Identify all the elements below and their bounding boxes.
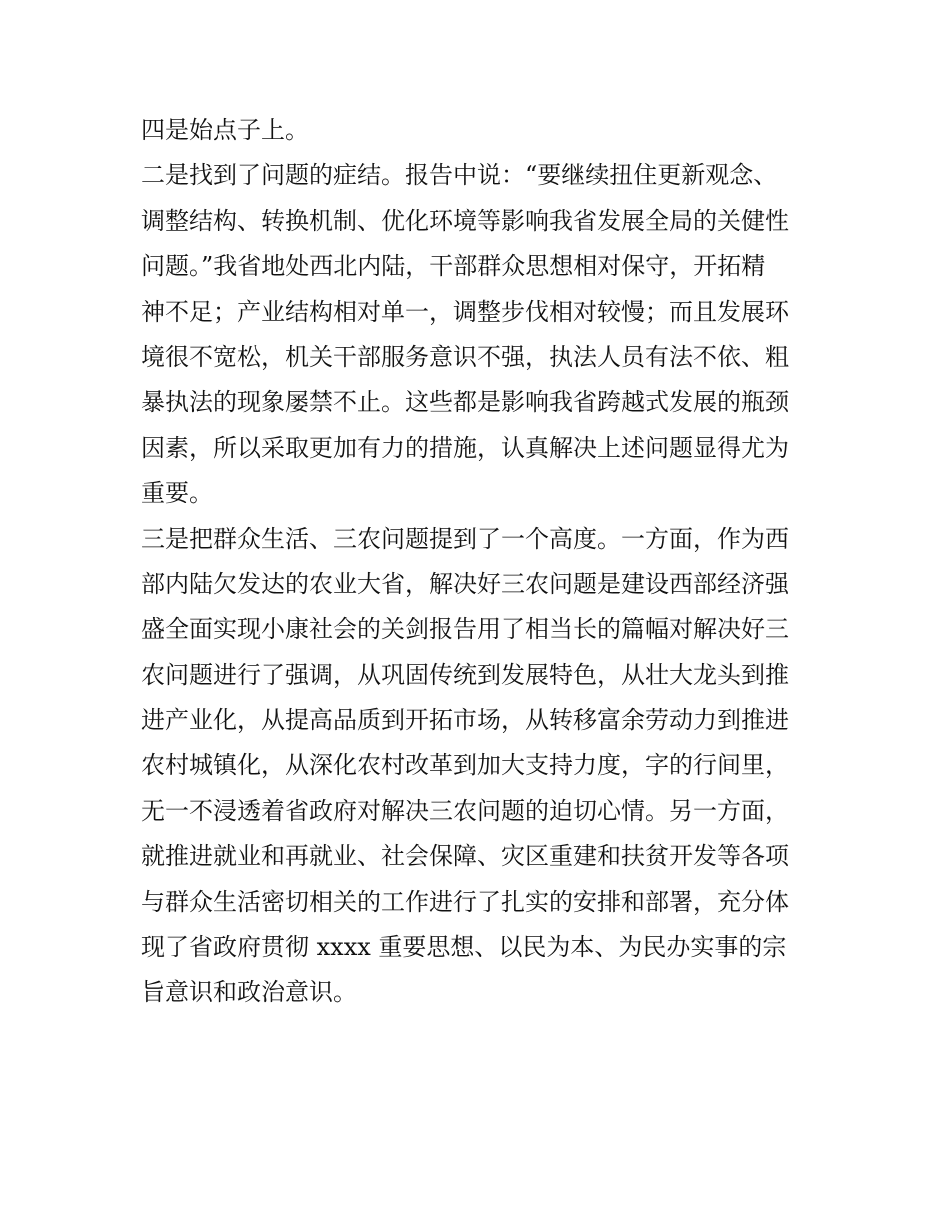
text-line: 旨意识和政治意识。 <box>141 978 357 1007</box>
text-line: 部内陆欠发达的农业大省，解决好三农问题是建设西部经济强 <box>141 569 789 598</box>
text-line: 境很不宽松，机关干部服务意识不强，执法人员有法不依、粗 <box>141 342 789 371</box>
text-line: 问题。”我省地处西北内陆，干部群众思想相对保守，开拓精 <box>141 252 766 281</box>
text-line: 神不足；产业结构相对单一，调整步伐相对较慢；而且发展环 <box>141 297 789 326</box>
text-line: 四是始点子上。 <box>141 116 309 144</box>
text-line: 进产业化，从提高品质到开拓市场，从转移富余劳动力到推进 <box>141 706 789 735</box>
text-line: 与群众生活密切相关的工作进行了扎实的安排和部署，充分体 <box>141 887 789 916</box>
text-line: 就推进就业和再就业、社会保障、灾区重建和扶贫开发等各项 <box>141 842 789 871</box>
text-line: 盛全面实现小康社会的关剑报告用了相当长的篇幅对解决好三 <box>141 615 789 644</box>
text-line: 农问题进行了强调，从巩固传统到发展特色，从壮大龙头到推 <box>141 660 789 689</box>
text-line: 二是找到了问题的症结。报告中说：“要继续扭住更新观念、 <box>141 161 778 190</box>
text-line: 三是把群众生活、三农问题提到了一个高度。一方面，作为西 <box>141 524 789 553</box>
text-line: 暴执法的现象屡禁不止。这些都是影响我省跨越式发展的瓶颈 <box>141 388 789 417</box>
text-line: 调整结构、转换机制、优化环境等影响我省发展全局的关健性 <box>141 206 789 235</box>
text-line: 无一不浸透着省政府对解决三农问题的迫切心情。另一方面， <box>141 796 789 825</box>
text-line: 现了省政府贯彻 xxxx 重要思想、以民为本、为民办实事的宗 <box>141 933 787 962</box>
text-line: 农村城镇化，从深化农村改革到加大支持力度，字的行间里， <box>141 751 789 780</box>
text-line: 重要。 <box>141 479 213 508</box>
body-text <box>141 108 821 1016</box>
text-line: 因素，所以采取更加有力的措施，认真解决上述问题显得尤为 <box>141 433 789 462</box>
